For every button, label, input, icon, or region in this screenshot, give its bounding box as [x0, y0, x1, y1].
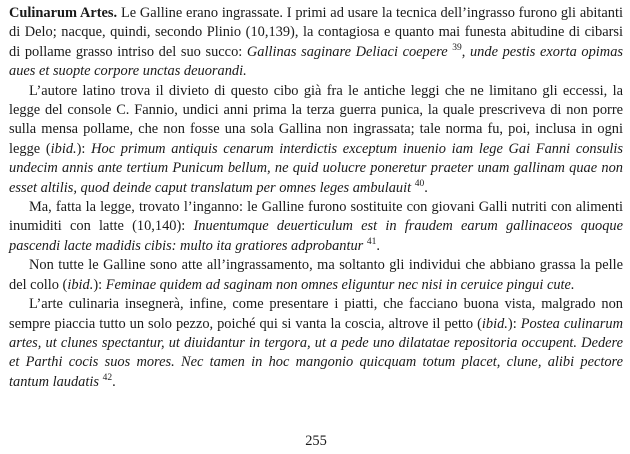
book-page	[9, 4, 623, 450]
latin-quote-4: Inuentumque deuerticulum est in fraudem earum gallinaceos quoque pascendi lacte madidis cibis: multo ita gratiores adprobantur	[9, 218, 623, 254]
latin-quote-5: Feminae quidem ad saginam non omnes eliguntur nec nisi in ceruice pingui cute.	[105, 276, 575, 293]
ibid-ref-2: ibid.	[67, 276, 94, 293]
footnote-ref-40: 40	[414, 178, 425, 189]
latin-quote-6: Postea culinarum artes, ut clunes spectantur, ut diuidantur in tergora, ut a pede uno dilatatae repositoria occupent. Dedere et Parthi cocis suos mores. Nec tamen in hoc mangonio quicquam totum placet, clune, alibi pectore tantum laudatis	[9, 315, 623, 390]
paragraph-1	[9, 4, 623, 82]
paragraph-2-text-1: L’autore latino trova il divieto di questo cibo già fra le antiche leggi che ne limitano gli eccessi, la legge del console C. Fannio, undici anni prima la terza guerra punica, la quale prescriveva di non porre sulla mensa pollame, che non fosse una sola Gallina non ingrassata; tale norma fu, poi, inclusa in ogni legge (	[9, 82, 623, 157]
page-number: 255	[305, 433, 327, 449]
paragraph-5-text-1: L’arte culinaria insegnerà, infine, come presentare i piatti, che facciano buona vista, malgrado non sempre piaccia tutto un solo pezzo, poiché qui si vanta la coscia, altrove il petto (	[9, 296, 623, 332]
section-heading: Culinarum Artes.	[9, 5, 118, 21]
paragraph-5-text-2: ):	[507, 315, 521, 332]
paragraph-5-text-3: .	[112, 373, 116, 390]
footnote-ref-41: 41	[366, 236, 377, 247]
paragraph-1-text-2: ,	[461, 43, 470, 60]
footnote-ref-42: 42	[102, 372, 113, 383]
latin-quote-1: Gallinas saginare Deliaci coepere	[246, 43, 448, 60]
paragraph-1-text-1: Le Galline erano ingrassate. I primi ad usare la tecnica dell’ingrasso furono gli abitanti di Delo; nacque, quindi, secondo Plinio (10,139), la contagiosa e quanto mai funesta abitudine di cibarsi di pollame grasso intriso del suo succo:	[9, 5, 623, 60]
paragraph-4	[9, 256, 623, 295]
paragraph-2	[9, 82, 623, 198]
ibid-ref-3: ibid.	[481, 315, 508, 332]
paragraph-4-text-1: Non tutte le Galline sono atte all’ingrassamento, ma soltanto gli individui che abbiano grassa la pelle del collo (	[9, 257, 623, 293]
paragraph-3-text-1: Ma, fatta la legge, trovato l’inganno: le Galline furono sostituite con giovani Galli nutriti con alimenti inumiditi con latte (10,140):	[9, 199, 623, 235]
footnote-ref-39: 39	[452, 42, 462, 53]
latin-quote-3: Hoc primum antiquis cenarum interdictis exceptum inuenio iam lege Gai Fanni consulis undecim annis ante tertium Punicum bellum, ne quid uolucre poneretur praeter unam gallinam quae non esset altilis, quod deinde caput translatum per omnes leges ambulauit	[9, 140, 623, 196]
paragraph-3	[9, 198, 623, 256]
latin-quote-2: unde pestis exorta opimas aues et suopte corpore unctas deuorandi.	[9, 43, 623, 80]
paragraph-4-text-2: ):	[93, 276, 106, 293]
ibid-ref-1: ibid.	[50, 140, 77, 157]
paragraph-2-text-2: ):	[76, 140, 92, 157]
paragraph-3-text-2: .	[376, 237, 381, 254]
paragraph-5	[9, 295, 623, 392]
paragraph-2-text-3: .	[424, 179, 428, 196]
